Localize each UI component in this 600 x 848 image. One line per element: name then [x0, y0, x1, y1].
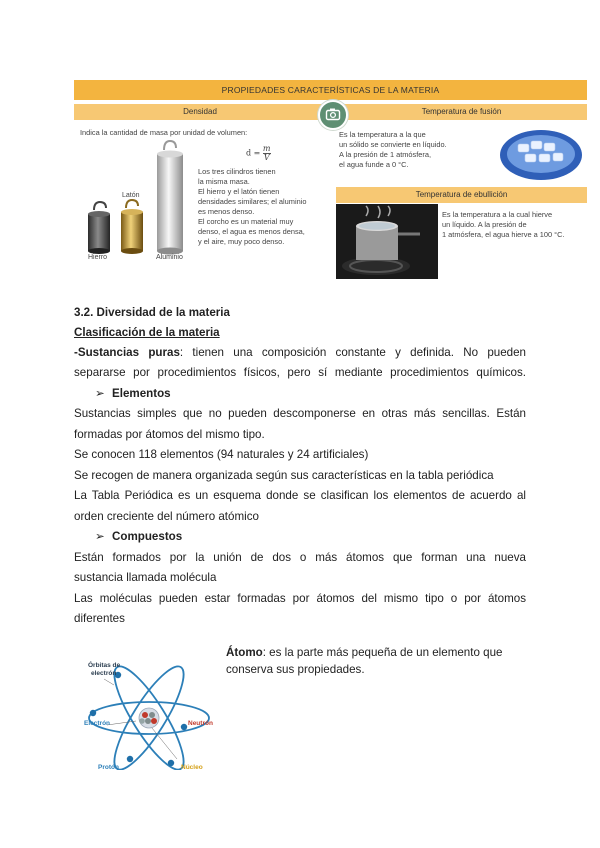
compounds-line-4: diferentes [74, 612, 125, 625]
camera-icon [318, 100, 348, 130]
atom-diagram [74, 655, 224, 770]
ebullition-header: Temperatura de ebullición [336, 187, 587, 203]
density-formula: d = $\frac{m}{V}$ [246, 144, 271, 162]
atom-definition: Átomo: es la parte más pequeña de un elemento que conserva sus propiedades. [226, 646, 503, 676]
arrow-bullet-icon: ➢ [95, 387, 105, 400]
nucleus-label: Núcleo [181, 764, 203, 770]
ebullition-text: Es la temperatura a la cual hierve un líquido. A la presión de 1 atmósfera, el agua hierve a 100 °C. [442, 210, 565, 239]
boiling-pot-image [336, 204, 438, 279]
bullet-elementos: ➢ Elementos [95, 384, 547, 405]
pure-substances-line-2: separarse por procedimientos físicos, pero sí mediante procedimientos químicos. [74, 366, 526, 379]
elements-line-5: La Tabla Periódica es un esquema donde se clasifican los elementos de acuerdo al [74, 489, 526, 502]
elements-line-4: Se recogen de manera organizada según sus características en la tabla periódica [74, 469, 494, 482]
compounds-line-1: Están formados por la unión de dos o más átomos que forman una nueva [74, 551, 526, 564]
atom-term: Átomo [226, 646, 263, 659]
orbits-label-2: electrón [91, 670, 117, 677]
elements-line-6: orden creciente del número atómico [74, 510, 259, 523]
density-definition: Indica la cantidad de masa por unidad de volumen: [80, 128, 248, 137]
fusion-header: Temperatura de fusión [336, 104, 587, 120]
pure-substances-term: -Sustancias puras [74, 346, 180, 359]
density-notes: Los tres cilindros tienen la misma masa. El hierro y el latón tienen densidades similares; el aluminio es menos denso. El corcho es un material muy denso, el agua es menos densa, y el aire, muy poco denso. [198, 167, 307, 246]
proton-label: Protón [98, 764, 119, 770]
bullet-compuestos: ➢ Compuestos [95, 527, 547, 548]
label-aluminio: Aluminio [156, 254, 183, 261]
properties-figure [74, 80, 587, 279]
section-heading: 3.2. Diversidad de la materia [74, 306, 230, 319]
elements-line-2: formadas por átomos del mismo tipo. [74, 428, 265, 441]
pure-substances-line-1: -Sustancias puras: tienen una composición constante y definida. No pueden [74, 346, 527, 359]
electron-label: Electrón [84, 720, 111, 727]
orbits-label-1: Órbitas de [88, 662, 121, 669]
figure-title: PROPIEDADES CARACTERÍSTICAS DE LA MATERIA [74, 80, 587, 100]
arrow-bullet-icon: ➢ [95, 530, 105, 543]
compounds-line-3: Las moléculas pueden estar formadas por átomos del mismo tipo o por átomos [74, 592, 526, 605]
label-hierro: Hierro [88, 254, 108, 261]
density-header: Densidad [74, 104, 326, 120]
elements-line-3: Se conocen 118 elementos (94 naturales y 24 artificiales) [74, 448, 369, 461]
fusion-text: Es la temperatura a la que un sólido se convierte en líquido. A la presión de 1 atmósfera, el agua funde a 0 °C. [339, 130, 447, 169]
ice-plate-image [498, 124, 584, 182]
section-subheading: Clasificación de la materia [74, 326, 220, 339]
elements-line-1: Sustancias simples que no pueden descomponerse en otras más sencillas. Están [74, 407, 526, 420]
neutron-label: Neutrón [188, 720, 213, 727]
compounds-line-2: sustancia llamada molécula [74, 571, 217, 584]
label-laton: Latón [122, 192, 140, 199]
